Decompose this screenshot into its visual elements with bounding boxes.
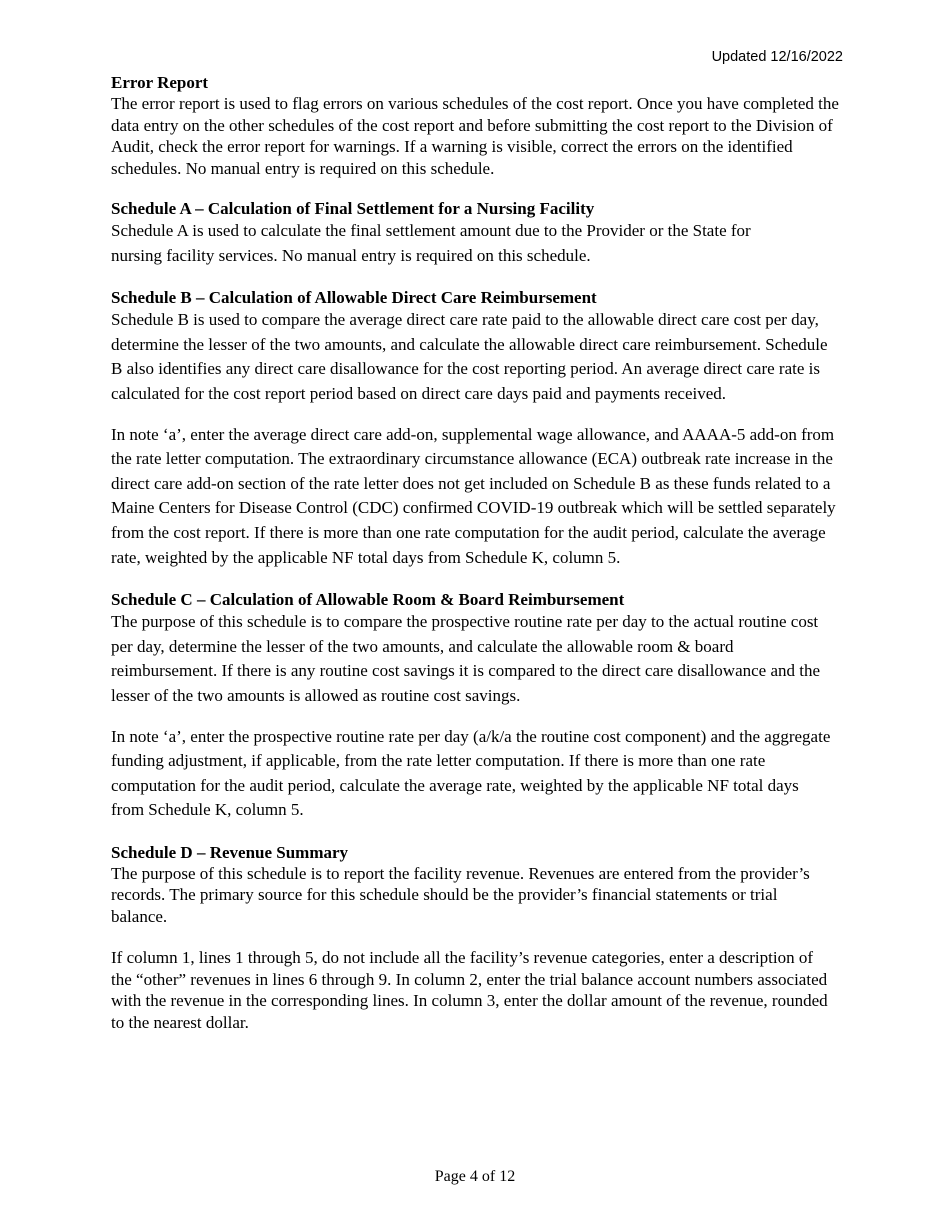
section-heading: Schedule B – Calculation of Allowable Direct Care Reimbursement	[111, 288, 597, 308]
paragraph: In note ‘a’, enter the average direct care add-on, supplemental wage allowance, and AAAA-5 add-on from the rate letter computation. The extraordinary circumstance allowance (ECA) outbreak rate increase in the direct care add-on section of the rate letter does not get included on Schedule B as these funds related to a Maine Centers for Disease Control (CDC) confirmed COVID-19 outbreak which will be settled separately from the cost report. If there is more than one rate computation for the audit period, calculate the average rate, weighted by the applicable NF total days from Schedule K, column 5.	[111, 424, 836, 567]
page-number: Page 4 of 12	[434, 1168, 516, 1185]
section-schedule-a	[111, 199, 851, 268]
paragraph: In note ‘a’, enter the prospective routine rate per day (a/k/a the routine cost component) and the aggregate funding adjustment, if applicable, from the rate letter computation. If there is more than one rate computation for the audit period, calculate the average rate, weighted by the applicable NF total days from Schedule K, column 5.	[111, 726, 831, 820]
updated-date: Updated 12/16/2022	[711, 49, 843, 65]
section-heading: Error Report	[111, 73, 209, 92]
paragraph: The error report is used to flag errors on various schedules of the cost report. Once you have completed the data entry on the other schedules of the cost report and before submitting the cost report to the Division of Audit, check the error report for warnings. If a warning is visible, correct the errors on the identified schedules. No manual entry is required on this schedule.	[111, 94, 839, 178]
section-heading: Schedule D – Revenue Summary	[111, 842, 349, 862]
document-body	[111, 73, 851, 1033]
paragraph: Schedule B is used to compare the average direct care rate paid to the allowable direct care cost per day, determine the lesser of the two amounts, and calculate the allowable direct care reimbursement. Schedule B also identifies any direct care disallowance for the cost reporting period. An average direct care rate is calculated for the cost report period based on direct care days paid and payments received.	[111, 310, 828, 403]
section-error-report	[111, 73, 851, 179]
section-heading: Schedule C – Calculation of Allowable Room & Board Reimbursement	[111, 590, 625, 610]
paragraph: The purpose of this schedule is to report the facility revenue. Revenues are entered from the provider’s records. The primary source for this schedule should be the provider’s financial statements or trial balance.	[111, 863, 810, 926]
section-heading: Schedule A – Calculation of Final Settlement for a Nursing Facility	[111, 199, 595, 218]
section-schedule-c	[111, 590, 851, 823]
section-schedule-b	[111, 288, 851, 570]
section-schedule-d	[111, 843, 851, 1034]
paragraph: If column 1, lines 1 through 5, do not include all the facility’s revenue categories, enter a description of the “other” revenues in lines 6 through 9. In column 2, enter the trial balance account numbers associated with the revenue in the corresponding lines. In column 3, enter the dollar amount of the revenue, rounded to the nearest dollar.	[111, 948, 828, 1032]
paragraph: The purpose of this schedule is to compare the prospective routine rate per day to the actual routine cost per day, determine the lesser of the two amounts, and calculate the allowable room & board reimbursement. If there is any routine cost savings it is compared to the direct care disallowance and the lesser of the two amounts is allowed as routine cost savings.	[111, 612, 821, 705]
paragraph: Schedule A is used to calculate the final settlement amount due to the Provider or the State for nursing facility services. No manual entry is required on this schedule.	[111, 221, 751, 265]
